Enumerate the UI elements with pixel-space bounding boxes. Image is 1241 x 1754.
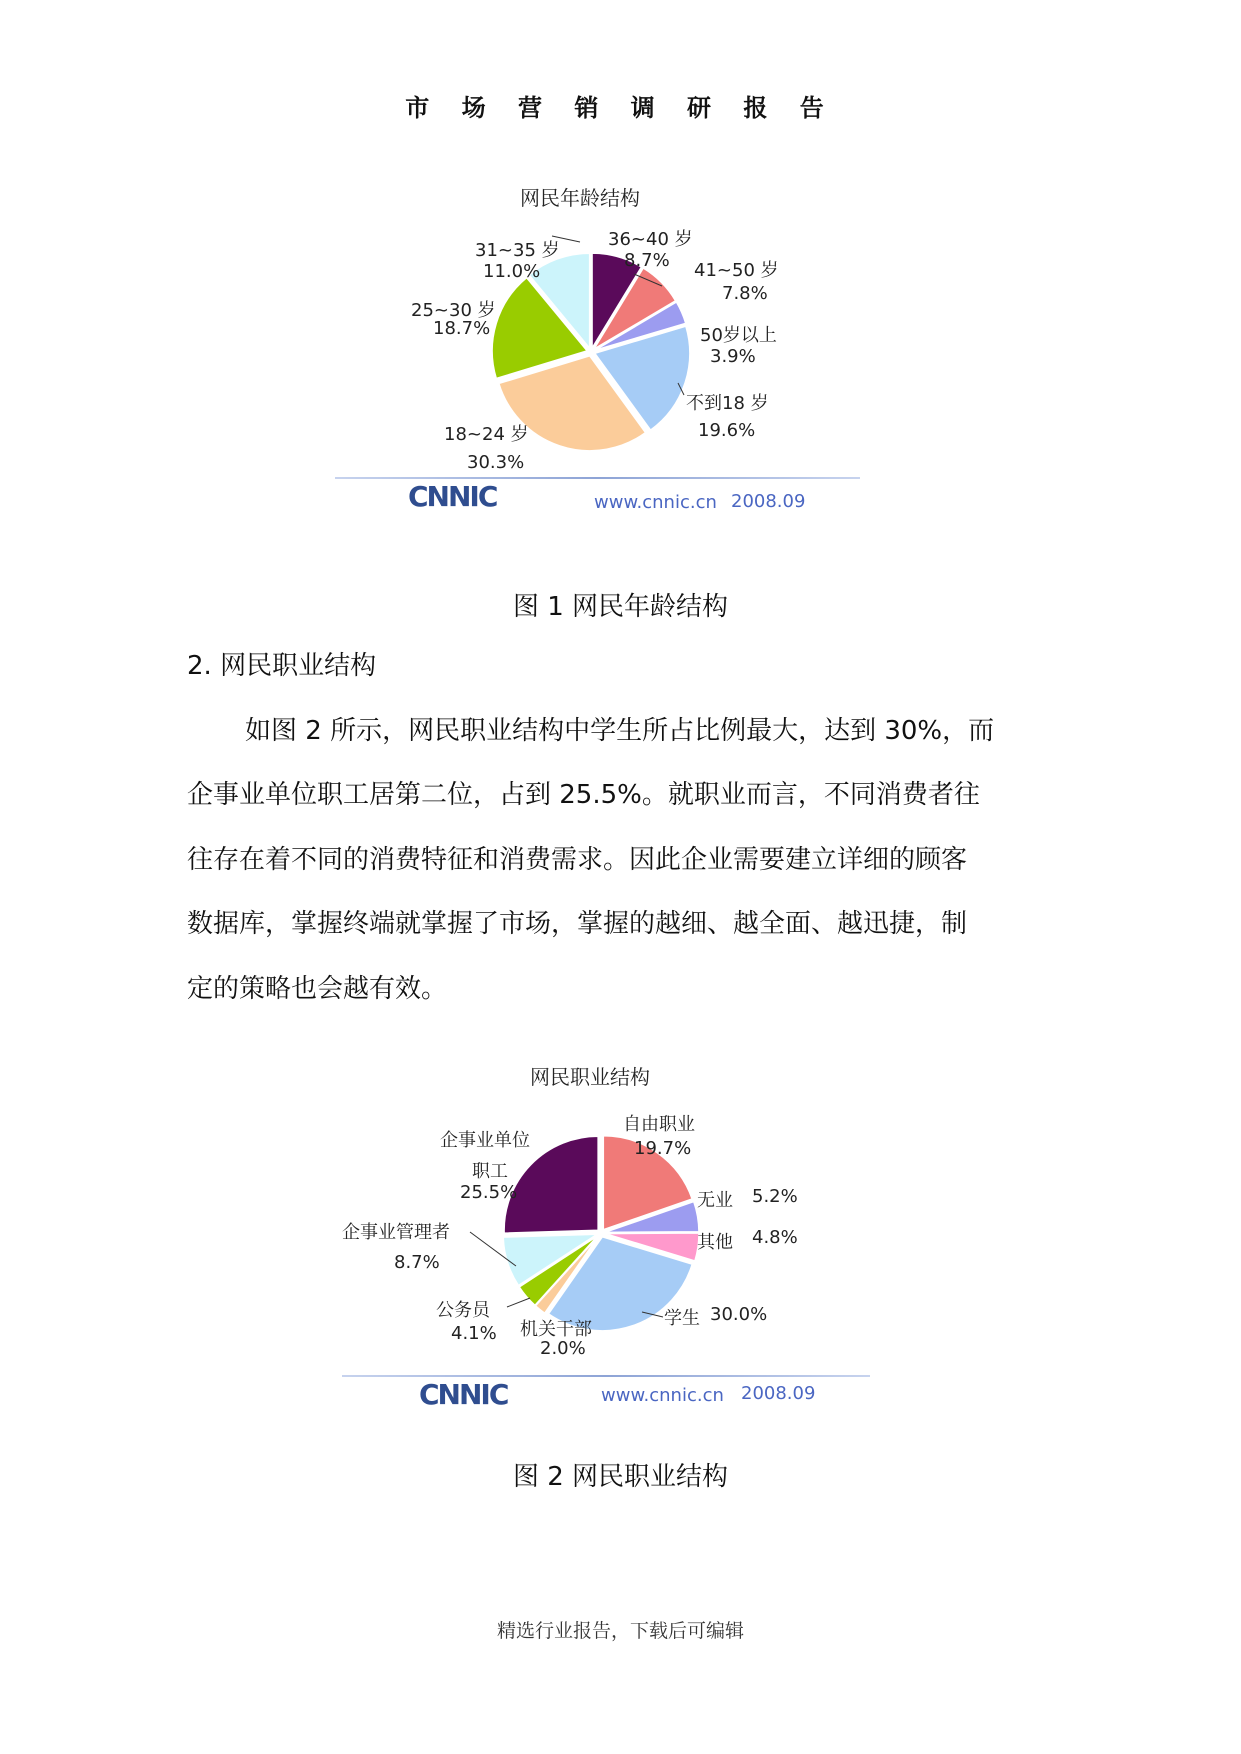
label-18-24: 18~24 岁: [444, 424, 529, 445]
value-under-18: 19.6%: [698, 420, 756, 441]
paragraph-line-1: 如图 2 所示，网民职业结构中学生所占比例最大，达到 30%，而: [245, 716, 995, 746]
label-50-plus: 50岁以上: [700, 325, 777, 346]
chart1-cnnic-logo: CNNIC: [408, 480, 497, 513]
paragraph-line-4: 数据库，掌握终端就掌握了市场，掌握的越细、越全面、越迅捷，制: [187, 909, 968, 939]
value-enterprise-staff: 25.5%: [460, 1182, 518, 1203]
figure2-caption: 图 2 网民职业结构: [512, 1462, 729, 1492]
value-31-35: 11.0%: [483, 261, 541, 282]
chart2-title: 网民职业结构: [530, 1065, 650, 1089]
label-31-35: 31~35 岁: [475, 240, 560, 261]
label-civil-servant: 公务员: [436, 1300, 490, 1321]
label-enterprise-manager: 企事业管理者: [342, 1222, 450, 1243]
label-government-cadre: 机关干部: [520, 1319, 592, 1340]
value-civil-servant: 4.1%: [451, 1323, 497, 1344]
label-under-18: 不到18 岁: [686, 393, 769, 414]
page-header: 市 场 营 销 调 研 报 告: [405, 94, 836, 122]
chart2-url: www.cnnic.cn: [601, 1385, 724, 1406]
figure1-caption: 图 1 网民年龄结构: [512, 592, 729, 622]
paragraph-line-3: 往存在着不同的消费特征和消费需求。因此企业需要建立详细的顾客: [187, 845, 968, 875]
chart2-footer-rule: [342, 1375, 870, 1377]
value-student: 30.0%: [710, 1304, 768, 1325]
label-41-50: 41~50 岁: [694, 260, 779, 281]
label-enterprise-staff-2: 职工: [472, 1161, 508, 1182]
value-enterprise-manager: 8.7%: [394, 1252, 440, 1273]
label-other: 其他: [697, 1232, 733, 1253]
paragraph-line-5: 定的策略也会越有效。: [187, 974, 448, 1004]
chart2-cnnic-logo: CNNIC: [419, 1378, 508, 1411]
value-unemployed: 5.2%: [752, 1186, 798, 1207]
value-freelance: 19.7%: [634, 1138, 692, 1159]
label-student: 学生: [664, 1308, 700, 1329]
value-18-24: 30.3%: [467, 452, 525, 473]
page-footer: 精选行业报告，下载后可编辑: [496, 1620, 744, 1642]
label-36-40: 36~40 岁: [608, 229, 693, 250]
section-heading: 2. 网民职业结构: [187, 651, 377, 681]
value-50-plus: 3.9%: [710, 346, 756, 367]
value-41-50: 7.8%: [722, 283, 768, 304]
value-36-40: 8.7%: [624, 250, 670, 271]
paragraph-line-2: 企事业单位职工居第二位，占到 25.5%。就职业而言，不同消费者往: [187, 780, 980, 810]
chart1-url: www.cnnic.cn: [594, 492, 717, 513]
value-other: 4.8%: [752, 1227, 798, 1248]
chart2-date: 2008.09: [741, 1383, 816, 1404]
value-25-30: 18.7%: [433, 318, 491, 339]
label-unemployed: 无业: [697, 1190, 733, 1211]
chart1-date: 2008.09: [731, 491, 806, 512]
label-freelance: 自由职业: [623, 1114, 695, 1135]
label-enterprise-staff-1: 企事业单位: [440, 1130, 530, 1151]
label-25-30: 25~30 岁: [411, 300, 496, 321]
chart1-title: 网民年龄结构: [520, 186, 640, 210]
value-government-cadre: 2.0%: [540, 1338, 586, 1359]
